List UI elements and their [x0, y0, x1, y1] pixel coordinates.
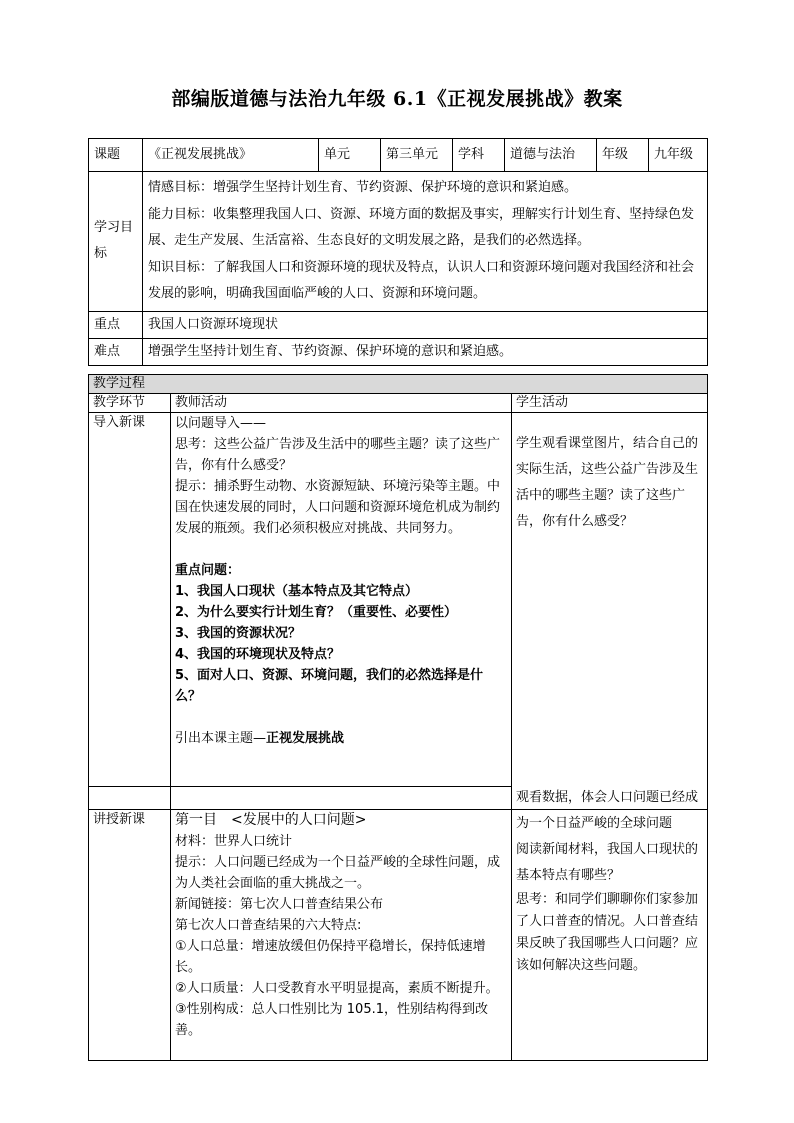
student-line: 阅读新闻材料，我国人口现状的基本特点有哪些？ — [516, 842, 699, 883]
header-stage: 教学环节 — [89, 394, 171, 413]
teacher-line: 提示：捕杀野生动物、水资源短缺、环境污染等主题。中国在快速发展的同时，人口问题和资源环境危机成为制约发展的瓶颈。我们必须积极应对挑战、共同努力。 — [175, 479, 501, 536]
spacer-cell — [89, 787, 171, 810]
header-teacher: 教师活动 — [171, 394, 512, 413]
teacher-line: 重点问题： — [175, 563, 241, 578]
difficulty-value: 增强学生坚持计划生育、节约资源、保护环境的意识和紧迫感。 — [143, 338, 708, 365]
course-value: 《正视发展挑战》 — [143, 139, 319, 172]
info-table — [88, 138, 708, 366]
unit-label: 单元 — [319, 139, 381, 172]
header-student: 学生活动 — [512, 394, 708, 413]
grade-label: 年级 — [597, 139, 649, 172]
key-label: 重点 — [89, 311, 143, 338]
process-table — [88, 374, 708, 1061]
document-title: 部编版道德与法治九年级 6.1《正视发展挑战》教案 — [171, 88, 623, 110]
subject-value: 道德与法治 — [505, 139, 597, 172]
topic-intro: 引出本课主题— — [175, 731, 267, 746]
teacher-intro — [171, 413, 512, 787]
teacher-line: 5、面对人口、资源、环境问题，我们的必然选择是什么？ — [175, 668, 484, 704]
teacher-line: 新闻链接：第七次人口普查结果公布 — [175, 897, 384, 912]
student-teaching — [512, 790, 708, 1061]
key-value: 我国人口资源环境现状 — [143, 311, 708, 338]
teacher-line: 材料：世界人口统计 — [175, 834, 293, 849]
student-intro-text: 学生观看课堂图片，结合自己的实际生活，这些公益广告涉及生活中的哪些主题？读了这些广告，你有什么感受？ — [516, 436, 699, 529]
teacher-line: ③性别构成：总人口性别比为 105.1，性别结构得到改善。 — [175, 1002, 489, 1038]
teacher-line — [175, 707, 507, 728]
spacer-cell — [171, 787, 512, 810]
teacher-line — [175, 728, 507, 749]
stage-teaching: 讲授新课 — [89, 810, 171, 1061]
student-intro — [512, 413, 708, 810]
teacher-line: 第一目 <发展中的人口问题> — [175, 812, 367, 828]
teacher-line: 第七次人口普查结果的六大特点: — [175, 918, 362, 933]
goals-label — [89, 172, 143, 312]
teacher-line: 4、我国的环境现状及特点？ — [175, 647, 341, 662]
teacher-line: 提示：人口问题已经成为一个日益严峻的全球性问题，成为人类社会面临的重大挑战之一。 — [175, 855, 501, 891]
student-line: 思考：和同学们聊聊你们家参加了人口普查的情况。人口普查结果反映了我国哪些人口问题？应该如何解决这些问题。 — [516, 892, 699, 973]
grade-value: 九年级 — [649, 139, 708, 172]
teacher-line: 3、我国的资源状况？ — [175, 626, 302, 641]
subject-label: 学科 — [453, 139, 505, 172]
teacher-line: 2、为什么要实行计划生育？（重要性、必要性） — [175, 605, 458, 620]
course-label: 课题 — [89, 139, 143, 172]
teacher-line: ①人口总量：增速放缓但仍保持平稳增长，保持低速增长。 — [175, 939, 486, 975]
teacher-teaching — [171, 810, 512, 1061]
goals-cell — [143, 172, 708, 312]
unit-value: 第三单元 — [381, 139, 453, 172]
goals-label-text: 学习目标 — [94, 220, 134, 262]
stage-intro: 导入新课 — [89, 413, 171, 787]
teacher-line: 思考：这些公益广告涉及生活中的哪些主题？读了这些广告，你有什么感受？ — [175, 437, 501, 473]
goal-ability: 能力目标：收集整理我国人口、资源、环境方面的数据及事实，理解实行计划生育、坚持绿色发展、走生产发展、生活富裕、生态良好的文明发展之路，是我们的必然选择。 — [148, 206, 695, 248]
teacher-line: 以问题导入—— — [175, 416, 267, 431]
goal-emotion: 情感目标：增强学生坚持计划生育、节约资源、保护环境的意识和紧迫感。 — [148, 180, 578, 195]
teacher-line — [175, 539, 507, 560]
teacher-line: 1、我国人口现状（基本特点及其它特点） — [175, 584, 419, 599]
topic-title: 正视发展挑战 — [266, 731, 345, 746]
student-line: 观看数据，体会人口问题已经成为一个日益严峻的全球问题 — [516, 790, 699, 831]
process-section-title: 教学过程 — [89, 375, 708, 394]
difficulty-label: 难点 — [89, 338, 143, 365]
goal-knowledge: 知识目标：了解我国人口和资源环境的现状及特点，认识人口和资源环境问题对我国经济和社会发展的影响，明确我国面临严峻的人口、资源和环境问题。 — [148, 259, 695, 301]
teacher-line: ②人口质量：人口受教育水平明显提高，素质不断提升。 — [175, 981, 499, 996]
